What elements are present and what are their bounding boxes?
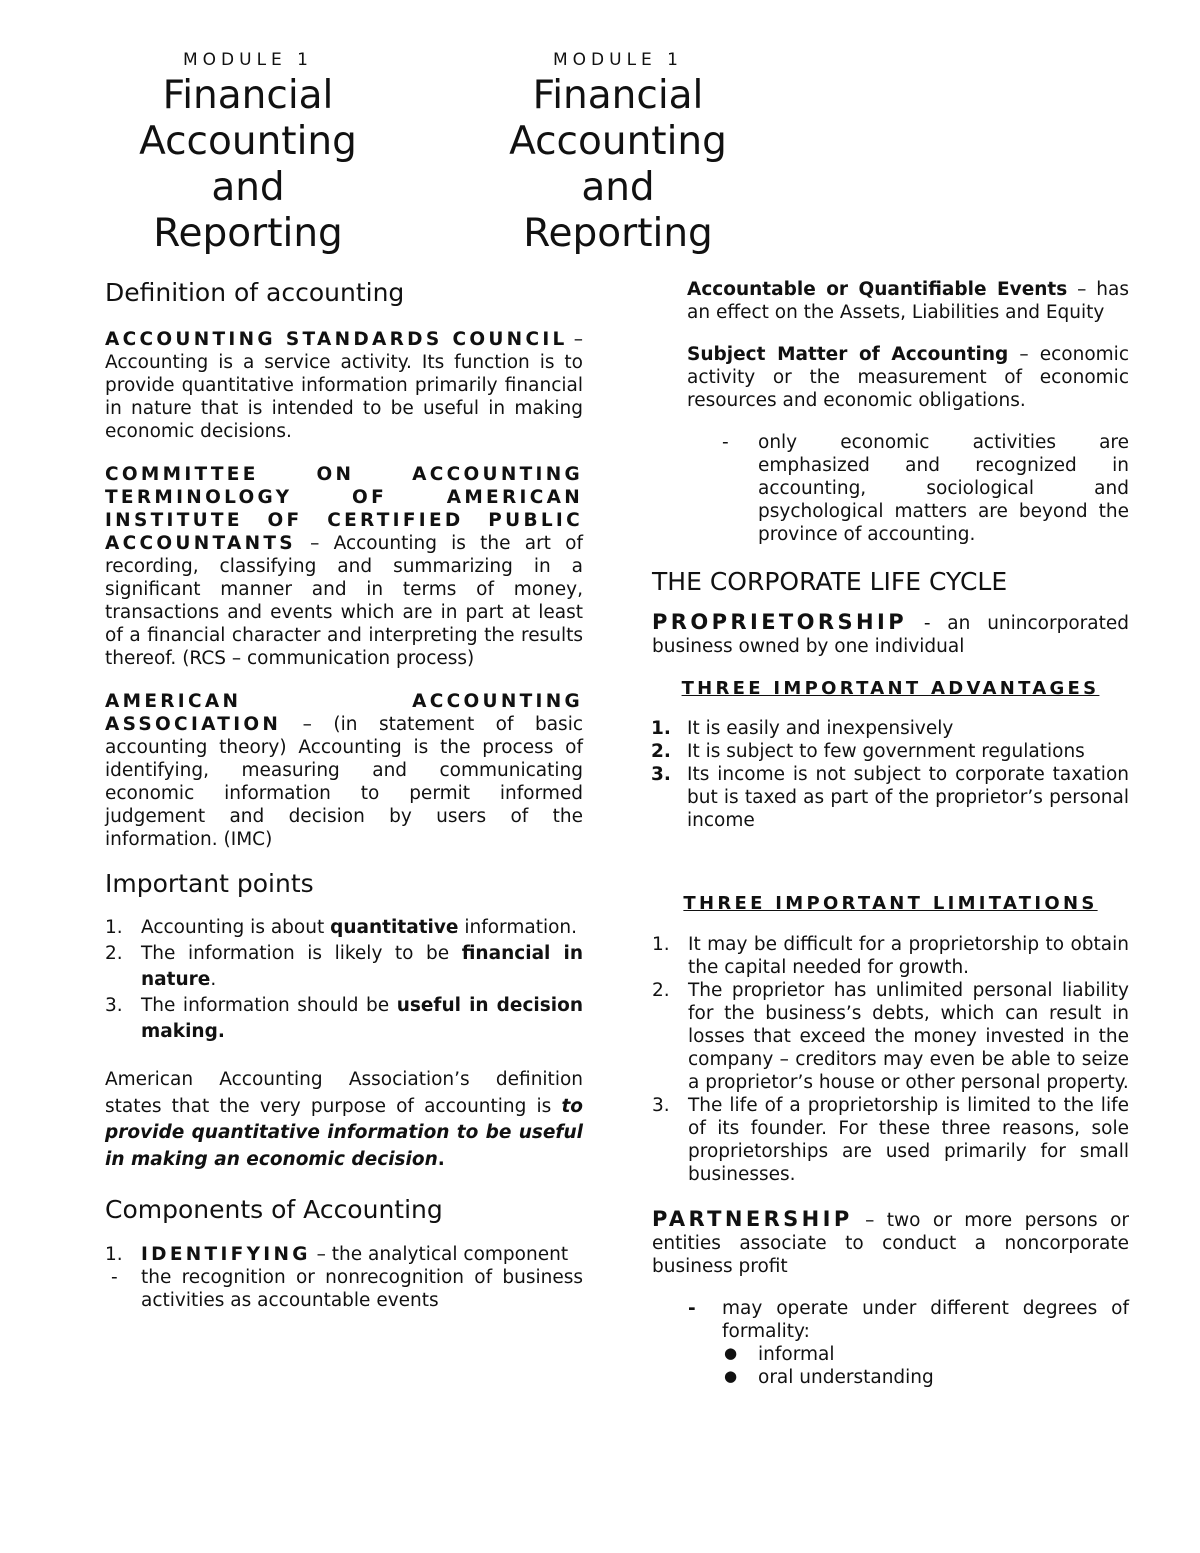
module-label: MODULE 1 <box>182 50 313 70</box>
subject-matter <box>652 343 1129 412</box>
list-number: 1. <box>651 718 671 739</box>
list-item <box>652 979 1129 1094</box>
list-text: – the analytical component <box>310 1244 569 1265</box>
list-item <box>105 1243 583 1266</box>
list-emphasis: financial in nature <box>141 943 584 990</box>
module-title-line: Accounting <box>509 119 727 164</box>
module-title-line: and <box>211 165 285 210</box>
dash-marker: - <box>688 1298 696 1319</box>
list-item <box>105 993 583 1045</box>
list-text: Its income is not subject to corporate taxation but is taxed as part of the proprietor’s personal income <box>687 764 1129 831</box>
list-text: The information should be <box>141 995 397 1016</box>
statement-emphasis: to provide quantitative information to be useful in making an economic decision <box>105 1095 583 1170</box>
cat-text: – Accounting is the art of recording, classifying and summarizing in a significant manner and in terms of money, transactions and events which are in part at least of a financial character and interpreting the results thereof. (RCS – communication process) <box>105 533 583 669</box>
advantages-list <box>651 717 1129 832</box>
list-number: 1. <box>652 934 670 955</box>
dash-marker: - <box>111 1267 118 1288</box>
aaa-statement <box>105 1067 583 1173</box>
partnership-subpoint <box>652 1297 1129 1343</box>
proprietorship-definition <box>652 611 1129 658</box>
subpoint-text: the recognition or nonrecognition of business activities as accountable events <box>141 1267 583 1311</box>
limitations-heading: THREE IMPORTANT LIMITATIONS <box>683 893 1098 914</box>
cat-name: COMMITTEE ON ACCOUNTING TERMINOLOGY OF AMERICAN INSTITUTE OF CERTIFIED PUBLIC ACCOUNTANTS <box>105 464 583 554</box>
module-header-right <box>468 50 768 257</box>
limitations-list <box>652 933 1129 1186</box>
asc-text: – Accounting is a service activity. Its function is to provide quantitative information primarily financial in nature that is intended to be useful in making economic decisions. <box>105 329 583 442</box>
subpoint-text: may operate under different degrees of formality: <box>722 1298 1129 1342</box>
term-text: – has an effect on the Assets, Liabilities and Equity <box>687 279 1130 323</box>
module-title-line: Reporting <box>523 211 713 256</box>
bullet-text: oral understanding <box>758 1367 934 1388</box>
term: Subject Matter of Accounting <box>687 344 1009 365</box>
list-number: 2. <box>652 980 670 1001</box>
term: PROPRIETORSHIP <box>652 610 907 634</box>
list-number: 2. <box>651 741 671 762</box>
important-points-list <box>105 915 583 1045</box>
list-number: 3. <box>105 995 123 1016</box>
module-title-line: Financial <box>532 73 704 118</box>
list-item <box>105 941 583 993</box>
right-column <box>652 278 1129 1389</box>
term: Accountable or Quantifiable Events <box>687 279 1068 300</box>
definition-heading: Definition of accounting <box>105 278 405 307</box>
bullet-marker: ● <box>724 1367 738 1385</box>
list-text: It may be difficult for a proprietorship to obtain the capital needed for growth. <box>688 934 1129 978</box>
bullet-item <box>652 1343 1129 1366</box>
module-label: MODULE 1 <box>552 50 683 70</box>
advantages-heading: THREE IMPORTANT ADVANTAGES <box>681 678 1100 699</box>
subpoint-text: only economic activities are emphasized and recognized in accounting, sociological and psychological matters are beyond the province of accounting. <box>758 432 1129 545</box>
list-item <box>651 763 1129 832</box>
component-subpoint <box>105 1266 583 1312</box>
list-number: 3. <box>651 764 671 785</box>
asc-definition <box>105 328 583 443</box>
list-item <box>652 933 1129 979</box>
aaa-text: – (in statement of basic accounting theory) Accounting is the process of identifying, measuring and communicating economic information to permit informed judgement and decision by users of the information. (IMC) <box>105 714 583 850</box>
statement-end: . <box>437 1148 445 1170</box>
term: PARTNERSHIP <box>652 1207 853 1231</box>
module-title-line: Financial <box>162 73 334 118</box>
list-text: It is subject to few government regulations <box>687 741 1085 762</box>
module-title-line: and <box>581 165 655 210</box>
aaa-definition <box>105 690 583 851</box>
lifecycle-heading: THE CORPORATE LIFE CYCLE <box>652 567 1008 596</box>
list-number: 3. <box>652 1095 670 1116</box>
list-emphasis: useful in decision making. <box>141 995 584 1042</box>
dash-marker: - <box>722 432 729 453</box>
bullet-marker: ● <box>724 1344 738 1362</box>
list-text: The proprietor has unlimited personal liability for the business’s debts, which can result in losses that exceed the money invested in the company – creditors may even be able to seize a proprietor’s house or other personal property. <box>688 980 1129 1093</box>
bullet-text: informal <box>758 1344 835 1365</box>
list-number: 2. <box>105 943 123 964</box>
list-item <box>105 915 583 941</box>
important-points-heading: Important points <box>105 869 314 898</box>
list-text: The life of a proprietorship is limited to the life of its founder. For these three reasons, sole proprietorships are used primarily for small businesses. <box>688 1095 1129 1185</box>
asc-name: ACCOUNTING STANDARDS COUNCIL <box>105 329 568 350</box>
bullet-item <box>652 1366 1129 1389</box>
term-text: – two or more persons or entities associate to conduct a noncorporate business profit <box>652 1210 1129 1277</box>
left-column <box>105 278 583 1312</box>
module-header-left <box>98 50 398 257</box>
aaa-name: AMERICAN ACCOUNTING ASSOCIATION <box>105 691 583 735</box>
term-text: – economic activity or the measurement of economic resources and economic obligations. <box>687 344 1129 411</box>
module-title-line: Accounting <box>139 119 357 164</box>
list-emphasis: quantitative <box>330 917 459 938</box>
list-text: The information is likely to be <box>141 943 462 964</box>
partnership-definition <box>652 1208 1129 1278</box>
list-text: . <box>210 969 217 990</box>
module-title-line: Reporting <box>153 211 343 256</box>
component-name: IDENTIFYING <box>141 1244 311 1265</box>
module-title <box>468 73 768 257</box>
accountable-events <box>652 278 1129 324</box>
list-number: 1. <box>105 1244 123 1265</box>
module-title <box>98 73 398 257</box>
subject-subpoint <box>687 431 1129 546</box>
list-item <box>652 1094 1129 1186</box>
list-item <box>651 740 1129 763</box>
list-text: It is easily and inexpensively <box>687 718 954 739</box>
components-list <box>105 1243 583 1266</box>
components-heading: Components of Accounting <box>105 1195 443 1224</box>
list-item <box>651 717 1129 740</box>
list-text: information. <box>458 917 578 938</box>
list-text: Accounting is about <box>141 917 331 938</box>
list-number: 1. <box>105 917 123 938</box>
cat-definition <box>105 463 583 670</box>
term-text: - an unincorporated business owned by one individual <box>652 613 1129 657</box>
statement-text: American Accounting Association’s definition states that the very purpose of accounting is <box>105 1069 583 1117</box>
